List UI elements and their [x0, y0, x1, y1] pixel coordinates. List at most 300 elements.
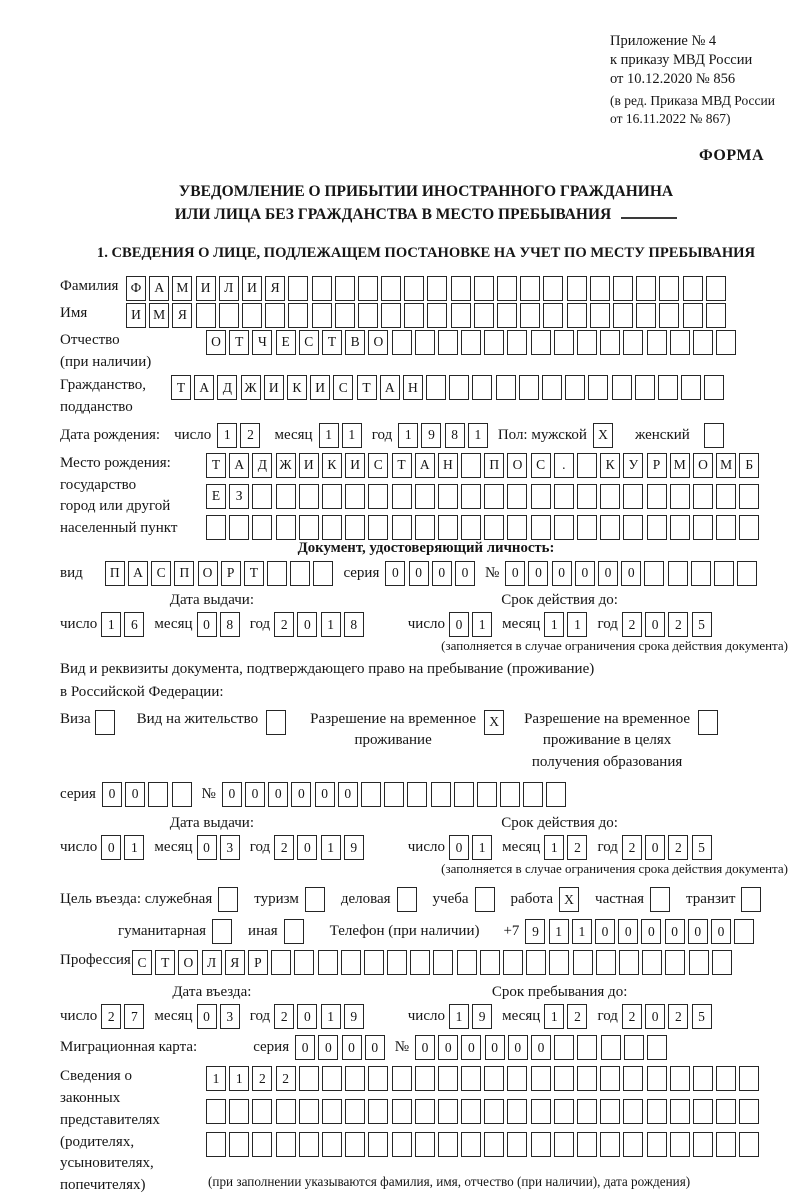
char-box[interactable] [345, 515, 365, 540]
char-box[interactable]: 8 [445, 423, 465, 448]
char-box[interactable] [299, 484, 319, 509]
char-box[interactable]: 0 [245, 782, 265, 807]
char-box[interactable]: 0 [318, 1035, 338, 1060]
char-box[interactable] [596, 950, 616, 975]
char-box[interactable] [636, 303, 656, 328]
char-box[interactable] [322, 484, 342, 509]
char-box[interactable]: 0 [222, 782, 242, 807]
char-box[interactable] [739, 515, 759, 540]
char-box[interactable] [665, 950, 685, 975]
char-box[interactable] [636, 276, 656, 301]
char-box[interactable] [644, 561, 664, 586]
char-box[interactable]: 9 [344, 835, 364, 860]
char-box[interactable] [497, 303, 517, 328]
char-box[interactable]: 0 [485, 1035, 505, 1060]
char-box[interactable]: 0 [125, 782, 145, 807]
char-box[interactable] [531, 330, 551, 355]
char-box[interactable]: Е [206, 484, 226, 509]
char-box[interactable]: И [196, 276, 216, 301]
char-box[interactable]: З [229, 484, 249, 509]
char-box[interactable] [543, 276, 563, 301]
char-box[interactable]: 2 [101, 1004, 121, 1029]
char-box[interactable] [415, 1099, 435, 1124]
char-box[interactable] [507, 1132, 527, 1157]
char-box[interactable]: 0 [598, 561, 618, 586]
char-box[interactable]: 1 [101, 612, 121, 637]
char-box[interactable] [600, 1132, 620, 1157]
char-box[interactable]: Л [219, 276, 239, 301]
char-box[interactable] [318, 950, 338, 975]
char-box[interactable] [635, 375, 655, 400]
char-box[interactable]: 2 [274, 835, 294, 860]
char-box[interactable] [267, 561, 287, 586]
char-box[interactable] [554, 1035, 574, 1060]
char-box[interactable]: 0 [342, 1035, 362, 1060]
char-box[interactable] [500, 782, 520, 807]
char-box[interactable] [457, 950, 477, 975]
char-box[interactable] [683, 276, 703, 301]
char-box[interactable] [294, 950, 314, 975]
char-box[interactable] [600, 484, 620, 509]
char-box[interactable]: М [670, 453, 690, 478]
char-box[interactable] [554, 1099, 574, 1124]
char-box[interactable] [681, 375, 701, 400]
char-box[interactable] [647, 330, 667, 355]
char-box[interactable] [739, 1066, 759, 1091]
char-box[interactable]: 1 [319, 423, 339, 448]
char-box[interactable]: 1 [572, 919, 592, 944]
char-box[interactable] [472, 375, 492, 400]
char-box[interactable] [712, 950, 732, 975]
char-box[interactable]: 2 [274, 1004, 294, 1029]
char-box[interactable] [415, 484, 435, 509]
char-box[interactable] [507, 330, 527, 355]
char-box[interactable] [647, 484, 667, 509]
char-box[interactable]: Т [357, 375, 377, 400]
char-box[interactable] [312, 276, 332, 301]
char-box[interactable]: 1 [321, 835, 341, 860]
char-box[interactable]: 0 [618, 919, 638, 944]
char-box[interactable]: 0 [552, 561, 572, 586]
char-box[interactable]: Д [217, 375, 237, 400]
char-box[interactable] [693, 484, 713, 509]
char-box[interactable] [229, 515, 249, 540]
char-box[interactable] [345, 1132, 365, 1157]
char-box[interactable]: 2 [240, 423, 260, 448]
char-box[interactable] [716, 515, 736, 540]
char-box[interactable]: Т [155, 950, 175, 975]
char-box[interactable] [438, 484, 458, 509]
char-box[interactable] [507, 1066, 527, 1091]
char-box[interactable]: Л [202, 950, 222, 975]
char-box[interactable] [496, 375, 516, 400]
char-box[interactable] [531, 484, 551, 509]
char-box[interactable] [276, 484, 296, 509]
char-box[interactable]: О [368, 330, 388, 355]
char-box[interactable] [381, 303, 401, 328]
char-box[interactable]: 1 [544, 835, 564, 860]
char-box[interactable]: О [178, 950, 198, 975]
char-box[interactable]: Т [244, 561, 264, 586]
char-box[interactable] [451, 303, 471, 328]
char-box[interactable] [368, 1132, 388, 1157]
char-box[interactable]: 0 [438, 1035, 458, 1060]
char-box[interactable] [313, 561, 333, 586]
char-box[interactable]: И [264, 375, 284, 400]
char-box[interactable] [206, 1099, 226, 1124]
char-box[interactable]: П [105, 561, 125, 586]
char-box[interactable]: О [206, 330, 226, 355]
char-box[interactable]: 1 [124, 835, 144, 860]
char-box[interactable]: 5 [692, 835, 712, 860]
char-box[interactable]: 0 [295, 1035, 315, 1060]
char-box[interactable] [600, 1099, 620, 1124]
char-box[interactable]: 1 [398, 423, 418, 448]
char-box[interactable] [624, 1035, 644, 1060]
char-box[interactable]: К [322, 453, 342, 478]
char-box[interactable] [531, 1066, 551, 1091]
char-box[interactable] [531, 1132, 551, 1157]
char-box[interactable] [392, 484, 412, 509]
char-box[interactable]: О [507, 453, 527, 478]
char-box[interactable]: 0 [338, 782, 358, 807]
char-box[interactable] [276, 1132, 296, 1157]
char-box[interactable] [565, 375, 585, 400]
char-box[interactable]: Т [322, 330, 342, 355]
char-box[interactable] [381, 276, 401, 301]
char-box[interactable] [415, 1132, 435, 1157]
char-box[interactable]: 0 [645, 835, 665, 860]
char-box[interactable] [714, 561, 734, 586]
char-box[interactable] [716, 1066, 736, 1091]
char-box[interactable] [737, 561, 757, 586]
char-box[interactable]: Т [206, 453, 226, 478]
char-box[interactable]: 0 [508, 1035, 528, 1060]
char-box[interactable] [693, 1099, 713, 1124]
char-box[interactable]: 0 [688, 919, 708, 944]
char-box[interactable]: А [149, 276, 169, 301]
char-box[interactable] [415, 1066, 435, 1091]
char-box[interactable]: В [345, 330, 365, 355]
char-box[interactable] [613, 303, 633, 328]
char-box[interactable] [542, 375, 562, 400]
char-box[interactable] [601, 1035, 621, 1060]
char-box[interactable] [461, 1099, 481, 1124]
char-box[interactable]: 5 [692, 1004, 712, 1029]
char-box[interactable]: И [345, 453, 365, 478]
char-box[interactable] [404, 276, 424, 301]
char-box[interactable]: Ф [126, 276, 146, 301]
char-box[interactable]: 0 [645, 1004, 665, 1029]
char-box[interactable] [433, 950, 453, 975]
char-box[interactable]: Я [225, 950, 245, 975]
char-box[interactable] [554, 330, 574, 355]
char-box[interactable] [734, 919, 754, 944]
char-box[interactable] [431, 782, 451, 807]
char-box[interactable] [322, 515, 342, 540]
char-box[interactable] [404, 303, 424, 328]
char-box[interactable] [739, 1099, 759, 1124]
char-box[interactable]: 0 [575, 561, 595, 586]
char-box[interactable] [335, 303, 355, 328]
char-box[interactable]: 1 [206, 1066, 226, 1091]
char-box[interactable] [600, 330, 620, 355]
char-box[interactable] [392, 1099, 412, 1124]
char-box[interactable] [554, 1066, 574, 1091]
char-box[interactable]: 2 [567, 835, 587, 860]
char-box[interactable] [612, 375, 632, 400]
char-box[interactable] [549, 950, 569, 975]
char-box[interactable] [410, 950, 430, 975]
char-box[interactable]: 1 [544, 612, 564, 637]
char-box[interactable]: 1 [472, 612, 492, 637]
char-box[interactable]: 0 [385, 561, 405, 586]
char-box[interactable] [322, 1066, 342, 1091]
char-box[interactable] [668, 561, 688, 586]
char-box[interactable]: 9 [472, 1004, 492, 1029]
char-box[interactable]: О [198, 561, 218, 586]
char-box[interactable]: Ж [276, 453, 296, 478]
char-box[interactable]: 2 [622, 612, 642, 637]
char-box[interactable]: С [151, 561, 171, 586]
char-box[interactable]: 0 [621, 561, 641, 586]
char-box[interactable] [335, 276, 355, 301]
char-box[interactable] [647, 1035, 667, 1060]
char-box[interactable]: . [554, 453, 574, 478]
char-box[interactable] [484, 1066, 504, 1091]
char-box[interactable]: А [128, 561, 148, 586]
char-box[interactable] [397, 887, 417, 912]
char-box[interactable] [577, 484, 597, 509]
char-box[interactable] [577, 1132, 597, 1157]
char-box[interactable]: С [368, 453, 388, 478]
char-box[interactable] [266, 710, 286, 735]
char-box[interactable]: 9 [344, 1004, 364, 1029]
char-box[interactable]: С [299, 330, 319, 355]
char-box[interactable] [451, 276, 471, 301]
char-box[interactable] [392, 1066, 412, 1091]
char-box[interactable] [706, 303, 726, 328]
char-box[interactable]: X [559, 887, 579, 912]
char-box[interactable] [242, 303, 262, 328]
char-box[interactable] [659, 303, 679, 328]
char-box[interactable] [312, 303, 332, 328]
char-box[interactable] [288, 303, 308, 328]
char-box[interactable]: Ч [252, 330, 272, 355]
char-box[interactable] [590, 276, 610, 301]
char-box[interactable] [407, 782, 427, 807]
char-box[interactable] [252, 1099, 272, 1124]
char-box[interactable] [543, 303, 563, 328]
char-box[interactable] [461, 1066, 481, 1091]
char-box[interactable] [623, 484, 643, 509]
char-box[interactable] [415, 330, 435, 355]
char-box[interactable]: X [484, 710, 504, 735]
char-box[interactable] [206, 515, 226, 540]
char-box[interactable] [387, 950, 407, 975]
char-box[interactable] [619, 950, 639, 975]
char-box[interactable]: Р [647, 453, 667, 478]
char-box[interactable]: 0 [291, 782, 311, 807]
char-box[interactable] [276, 1099, 296, 1124]
char-box[interactable]: И [310, 375, 330, 400]
char-box[interactable] [252, 515, 272, 540]
char-box[interactable]: Р [221, 561, 241, 586]
char-box[interactable] [196, 303, 216, 328]
char-box[interactable] [520, 276, 540, 301]
char-box[interactable]: 0 [197, 612, 217, 637]
char-box[interactable] [507, 1099, 527, 1124]
char-box[interactable]: 0 [595, 919, 615, 944]
char-box[interactable]: 3 [220, 1004, 240, 1029]
char-box[interactable] [484, 515, 504, 540]
char-box[interactable] [590, 303, 610, 328]
char-box[interactable] [507, 484, 527, 509]
char-box[interactable] [454, 782, 474, 807]
char-box[interactable]: 1 [472, 835, 492, 860]
char-box[interactable] [647, 1099, 667, 1124]
char-box[interactable]: Р [248, 950, 268, 975]
char-box[interactable] [95, 710, 115, 735]
char-box[interactable] [172, 782, 192, 807]
char-box[interactable] [546, 782, 566, 807]
char-box[interactable] [526, 950, 546, 975]
char-box[interactable] [716, 1099, 736, 1124]
char-box[interactable]: 0 [641, 919, 661, 944]
char-box[interactable] [577, 453, 597, 478]
char-box[interactable] [691, 561, 711, 586]
char-box[interactable] [305, 887, 325, 912]
char-box[interactable]: К [287, 375, 307, 400]
char-box[interactable]: А [194, 375, 214, 400]
char-box[interactable] [531, 1099, 551, 1124]
char-box[interactable] [623, 515, 643, 540]
char-box[interactable] [364, 950, 384, 975]
char-box[interactable] [358, 303, 378, 328]
char-box[interactable]: 0 [315, 782, 335, 807]
char-box[interactable] [392, 515, 412, 540]
char-box[interactable] [475, 887, 495, 912]
char-box[interactable]: С [531, 453, 551, 478]
char-box[interactable]: 0 [449, 835, 469, 860]
char-box[interactable] [647, 1066, 667, 1091]
char-box[interactable] [392, 1132, 412, 1157]
char-box[interactable]: М [172, 276, 192, 301]
char-box[interactable] [573, 950, 593, 975]
char-box[interactable] [670, 1066, 690, 1091]
char-box[interactable] [741, 887, 761, 912]
char-box[interactable] [613, 276, 633, 301]
char-box[interactable]: 0 [101, 835, 121, 860]
char-box[interactable]: Н [403, 375, 423, 400]
char-box[interactable] [693, 1132, 713, 1157]
char-box[interactable] [484, 330, 504, 355]
char-box[interactable] [276, 515, 296, 540]
char-box[interactable]: 0 [365, 1035, 385, 1060]
char-box[interactable]: 0 [297, 612, 317, 637]
char-box[interactable]: Ж [241, 375, 261, 400]
char-box[interactable]: 8 [220, 612, 240, 637]
char-box[interactable]: Я [172, 303, 192, 328]
char-box[interactable]: П [484, 453, 504, 478]
char-box[interactable]: 2 [622, 1004, 642, 1029]
char-box[interactable] [484, 1132, 504, 1157]
char-box[interactable] [519, 375, 539, 400]
char-box[interactable] [531, 515, 551, 540]
char-box[interactable] [670, 515, 690, 540]
char-box[interactable]: О [693, 453, 713, 478]
char-box[interactable] [507, 515, 527, 540]
char-box[interactable]: 0 [409, 561, 429, 586]
char-box[interactable] [484, 484, 504, 509]
char-box[interactable]: 0 [645, 612, 665, 637]
char-box[interactable] [368, 1099, 388, 1124]
char-box[interactable]: 7 [124, 1004, 144, 1029]
char-box[interactable]: А [229, 453, 249, 478]
char-box[interactable] [299, 1099, 319, 1124]
char-box[interactable] [148, 782, 168, 807]
char-box[interactable]: 1 [544, 1004, 564, 1029]
char-box[interactable]: 1 [217, 423, 237, 448]
char-box[interactable] [577, 515, 597, 540]
char-box[interactable]: 0 [102, 782, 122, 807]
char-box[interactable] [623, 1066, 643, 1091]
char-box[interactable]: 0 [415, 1035, 435, 1060]
char-box[interactable]: 8 [344, 612, 364, 637]
char-box[interactable]: 1 [229, 1066, 249, 1091]
char-box[interactable] [623, 330, 643, 355]
char-box[interactable]: М [716, 453, 736, 478]
char-box[interactable] [503, 950, 523, 975]
char-box[interactable] [299, 1066, 319, 1091]
char-box[interactable] [290, 561, 310, 586]
char-box[interactable]: С [132, 950, 152, 975]
char-box[interactable]: 1 [567, 612, 587, 637]
char-box[interactable]: X [593, 423, 613, 448]
char-box[interactable] [670, 1132, 690, 1157]
char-box[interactable] [322, 1099, 342, 1124]
char-box[interactable] [461, 330, 481, 355]
char-box[interactable]: Я [265, 276, 285, 301]
char-box[interactable]: 2 [274, 612, 294, 637]
char-box[interactable] [218, 887, 238, 912]
char-box[interactable] [461, 515, 481, 540]
char-box[interactable] [438, 330, 458, 355]
char-box[interactable]: 1 [321, 1004, 341, 1029]
char-box[interactable] [288, 276, 308, 301]
char-box[interactable] [554, 484, 574, 509]
char-box[interactable] [577, 330, 597, 355]
char-box[interactable]: 0 [711, 919, 731, 944]
char-box[interactable] [206, 1132, 226, 1157]
char-box[interactable] [683, 303, 703, 328]
char-box[interactable] [449, 375, 469, 400]
char-box[interactable] [716, 1132, 736, 1157]
char-box[interactable] [520, 303, 540, 328]
char-box[interactable]: 0 [432, 561, 452, 586]
char-box[interactable]: 0 [268, 782, 288, 807]
char-box[interactable]: 9 [421, 423, 441, 448]
char-box[interactable]: Т [392, 453, 412, 478]
char-box[interactable]: 1 [549, 919, 569, 944]
char-box[interactable]: 0 [455, 561, 475, 586]
char-box[interactable]: 0 [531, 1035, 551, 1060]
char-box[interactable]: 9 [525, 919, 545, 944]
char-box[interactable] [647, 1132, 667, 1157]
char-box[interactable] [426, 375, 446, 400]
char-box[interactable]: 1 [342, 423, 362, 448]
char-box[interactable] [698, 710, 718, 735]
